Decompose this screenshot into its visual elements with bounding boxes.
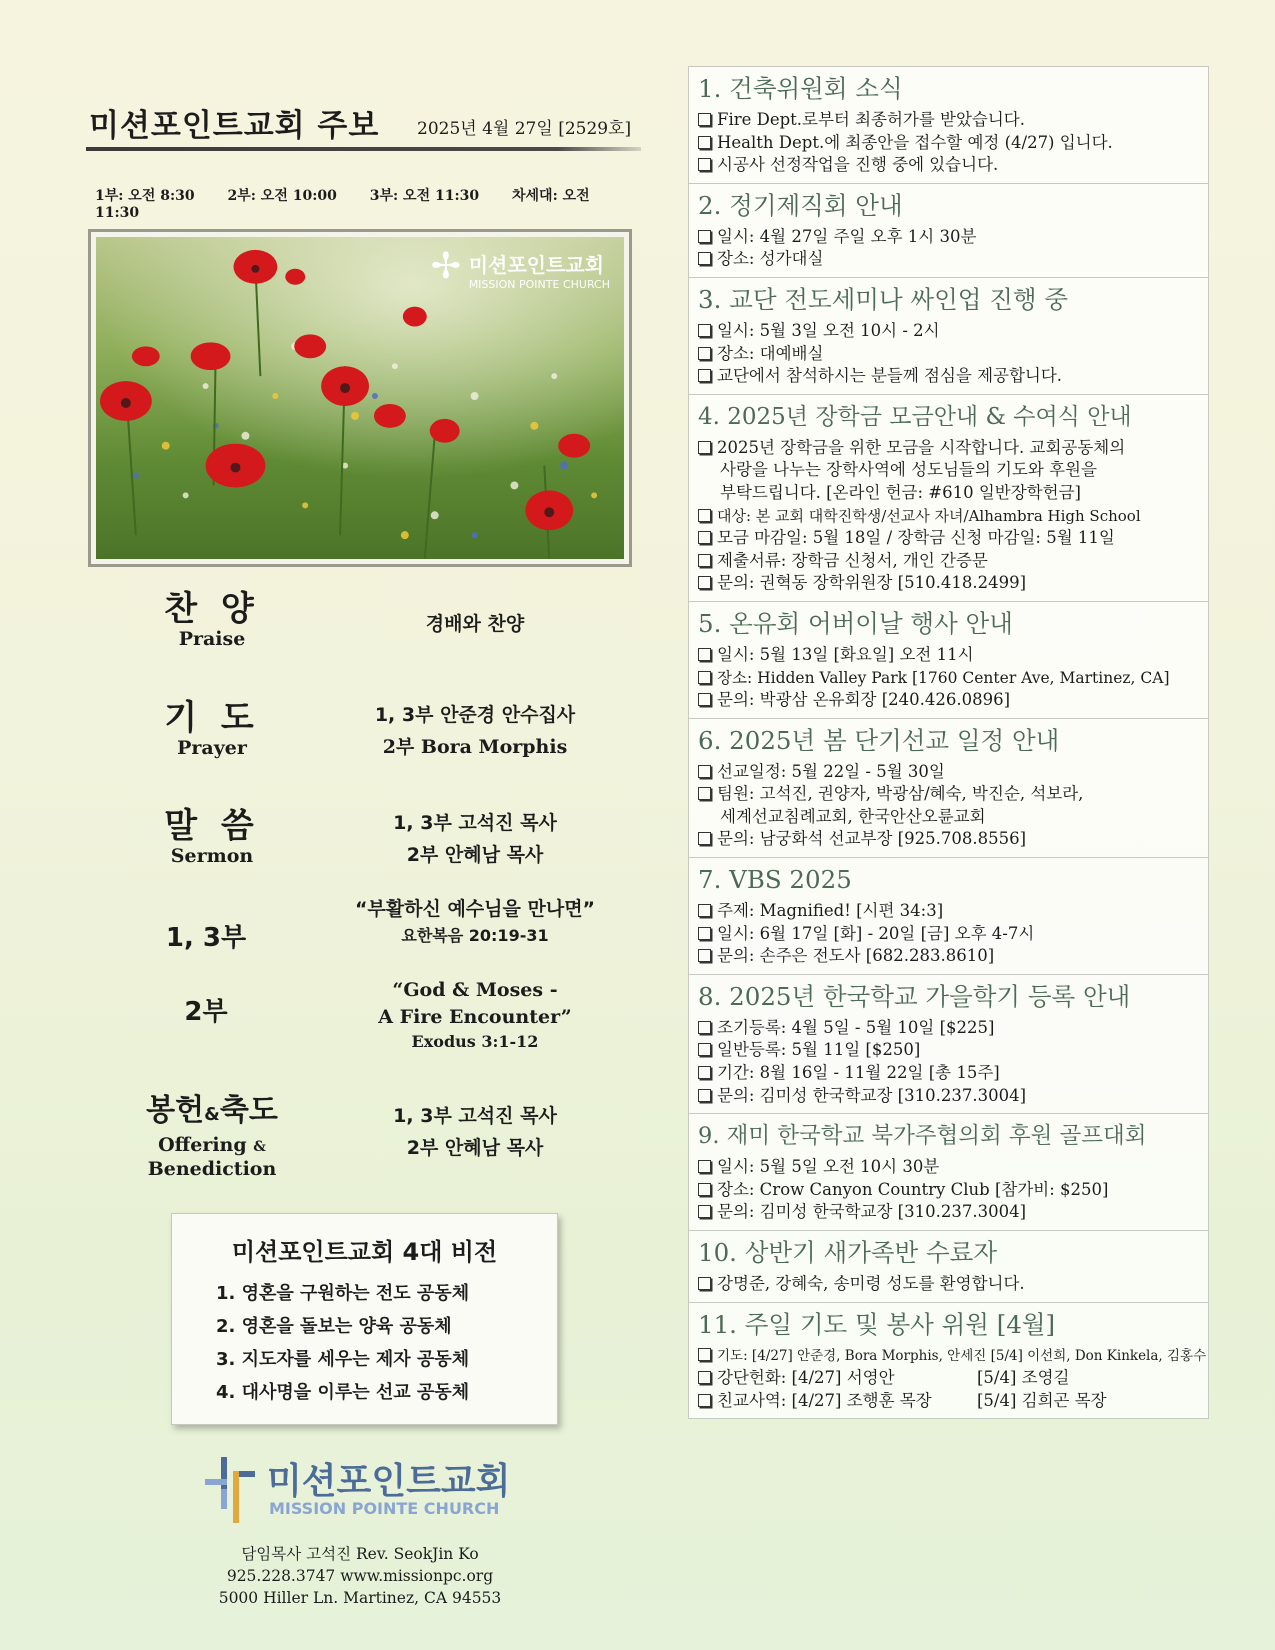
photo-logo-english: MISSION POINTE CHURCH: [468, 278, 610, 291]
announcement-item: 장소: 대예배실: [698, 343, 1200, 366]
checkbox-icon: [698, 1066, 711, 1079]
church-address: 5000 Hiller Ln. Martinez, CA 94553: [218, 1589, 502, 1607]
announcement-item: 선교일정: 5월 22일 - 5월 30일: [698, 761, 1200, 784]
checkbox-icon: [698, 949, 711, 962]
sermon-line-2: 2부 안혜남 목사: [406, 844, 544, 866]
announcement-section: [689, 858, 1208, 975]
announcement-item-continued: 세계선교침례교회, 한국안산오륜교회: [720, 806, 986, 826]
checkbox-icon: [698, 1277, 711, 1290]
checkbox-icon: [698, 1371, 711, 1384]
service2-label: 2부: [184, 997, 228, 1027]
vision-list: [216, 1277, 557, 1409]
announcement-item: 기도: [4/27] 안준경, Bora Morphis, 안세진 [5/4] 이선희, Don Kinkela, 김홍수: [698, 1345, 1200, 1368]
announcement-title: 10. 상반기 새가족반 수료자: [698, 1238, 997, 1267]
announcement-section: [689, 184, 1208, 278]
prayer-line-1: 1, 3부 안준경 안수집사: [374, 704, 576, 726]
announcement-item: 장소: 성가대실: [698, 248, 1200, 271]
announcement-section: [689, 1114, 1208, 1231]
announcement-item: 일반등록: 5월 11일 [$250]: [698, 1039, 1200, 1062]
announcement-item: 장소: Crow Canyon Country Club [참가비: $250]: [698, 1179, 1200, 1202]
service-time-1: 1부: 오전 8:30: [95, 188, 195, 204]
announcement-item: 일시: 5월 13일 [화요일] 오전 11시: [698, 644, 1200, 667]
title-divider: [86, 147, 641, 151]
checkbox-icon: [698, 671, 711, 684]
checkbox-icon: [698, 1089, 711, 1102]
service13-ref: 요한복음 20:19-31: [401, 926, 549, 945]
poppy-field-photo-frame: [88, 229, 632, 567]
service13-title: “부활하신 예수님을 만나면”: [354, 898, 596, 920]
announcement-item-continued: 사랑을 나누는 장학사역에 성도님들의 기도와 후원을: [720, 460, 1097, 480]
bulletin-title: 미션포인트교회 주보: [89, 108, 380, 144]
sermon-label-en: Sermon: [170, 845, 254, 867]
service-times: [95, 185, 660, 221]
vision-item: 4. 대사명을 이루는 선교 공동체: [216, 1382, 470, 1403]
offering-label-en2: Benediction: [147, 1158, 277, 1180]
announcement-item: 문의: 김미성 한국학교장 [310.237.3004]: [698, 1201, 1200, 1224]
announcement-title: 1. 건축위원회 소식: [698, 74, 903, 103]
service-time-youth: 차세대: 오전 11:30: [95, 188, 590, 221]
announcement-section: [689, 719, 1208, 858]
offering-en-amp: &: [253, 1139, 266, 1155]
announcement-item: 모금 마감일: 5월 18일 / 장학금 신청 마감일: 5월 11일: [698, 527, 1200, 550]
checkbox-icon: [698, 576, 711, 589]
checkbox-icon: [698, 369, 711, 382]
prayer-label-en: Prayer: [177, 737, 247, 759]
checkbox-icon: [698, 1021, 711, 1034]
announcement-item: 문의: 권혁동 장학위원장 [510.418.2499]: [698, 572, 1200, 595]
checkbox-icon: [698, 904, 711, 917]
checkbox-icon: [698, 1205, 711, 1218]
checkbox-icon: [698, 1183, 711, 1196]
sermon-line-1: 1, 3부 고석진 목사: [393, 812, 557, 834]
announcement-item: 제출서류: 장학금 신청서, 개인 간증문: [698, 550, 1200, 573]
checkbox-icon: [698, 927, 711, 940]
poppy-field-photo: [96, 237, 624, 559]
announcement-section: [689, 975, 1208, 1114]
church-cross-icon: [205, 1455, 255, 1527]
announcement-item: 친교사역: [4/27] 조행훈 목장 [5/4] 김희곤 목장: [698, 1390, 1200, 1413]
offering-line-2: 2부 안혜남 목사: [406, 1137, 544, 1159]
offering-amp: &: [204, 1104, 220, 1125]
announcement-item: 시공사 선정작업을 진행 중에 있습니다.: [698, 154, 1200, 177]
checkbox-icon: [698, 347, 711, 360]
checkbox-icon: [698, 136, 711, 149]
announcement-item: Fire Dept.로부터 최종허가를 받았습니다.: [698, 109, 1200, 132]
announcement-title: 11. 주일 기도 및 봉사 위원 [4월]: [698, 1309, 1056, 1339]
sermon-label-kr: 말 씀: [164, 806, 260, 846]
checkbox-icon: [698, 158, 711, 171]
checkbox-icon: [698, 693, 711, 706]
service2-title-2: A Fire Encounter”: [378, 1006, 572, 1028]
announcement-title: 5. 온유회 어버이날 행사 안내: [698, 608, 1013, 638]
service-time-3: 3부: 오전 11:30: [369, 188, 480, 204]
checkbox-icon: [698, 787, 711, 800]
announcement-item: 일시: 6월 17일 [화] - 20일 [금] 오후 4-7시: [698, 923, 1200, 946]
announcement-title: 8. 2025년 한국학교 가을학기 등록 안내: [698, 981, 1131, 1011]
offering-label-kr2: 축도: [219, 1093, 278, 1128]
announcement-section: [689, 1231, 1208, 1303]
footer-logo-korean: 미션포인트교회: [267, 1461, 511, 1502]
announcement-item: 일시: 5월 5일 오전 10시 30분: [698, 1156, 1200, 1179]
announcement-item: 강단헌화: [4/27] 서영안 [5/4] 조영길: [698, 1367, 1200, 1390]
announcement-item: 일시: 4월 27일 주일 오후 1시 30분: [698, 226, 1200, 249]
vision-item: 2. 영혼을 돌보는 양육 공동체: [216, 1316, 452, 1337]
checkbox-icon: [698, 509, 711, 522]
checkbox-icon: [698, 1043, 711, 1056]
announcement-item: 강명준, 강혜숙, 송미령 성도를 환영합니다.: [698, 1273, 1200, 1296]
announcements-panel: [688, 66, 1209, 1419]
bulletin-date: 2025년 4월 27일 [2529호]: [417, 119, 632, 139]
announcement-item: 기간: 8월 16일 - 11월 22일 [총 15주]: [698, 1062, 1200, 1085]
service-time-2: 2부: 오전 10:00: [227, 188, 337, 204]
announcement-section: [689, 1303, 1208, 1419]
announcement-item: 문의: 박광삼 온유회장 [240.426.0896]: [698, 689, 1200, 712]
announcement-title: 2. 정기제직회 안내: [698, 190, 903, 220]
announcement-item: 교단에서 참석하시는 분들께 점심을 제공합니다.: [698, 365, 1200, 388]
announcement-item: 2025년 장학금을 위한 모금을 시작합니다. 교회공동체의: [698, 437, 1200, 460]
checkbox-icon: [698, 1348, 711, 1361]
announcement-title: 3. 교단 전도세미나 싸인업 진행 중: [698, 284, 1068, 314]
prayer-label-kr: 기 도: [164, 698, 260, 738]
checkbox-icon: [698, 252, 711, 265]
announcement-item: 팀원: 고석진, 권양자, 박광삼/혜숙, 박진순, 석보라,: [698, 783, 1200, 806]
vision-box: [171, 1213, 558, 1425]
checkbox-icon: [698, 441, 711, 454]
photo-church-logo: [430, 246, 610, 291]
announcement-item: Health Dept.에 최종안을 접수할 예정 (4/27) 입니다.: [698, 132, 1200, 155]
footer-logo-english: MISSION POINTE CHURCH: [269, 1499, 500, 1518]
announcement-section: [689, 67, 1208, 184]
service13-label: 1, 3부: [165, 923, 247, 953]
announcement-item: 대상: 본 교회 대학진학생/선교사 자녀/Alhambra High School: [698, 505, 1200, 528]
checkbox-icon: [698, 1394, 711, 1407]
checkbox-icon: [698, 113, 711, 126]
vision-item: 3. 지도자를 세우는 제자 공동체: [216, 1349, 470, 1370]
praise-value: 경배와 찬양: [425, 613, 525, 635]
announcement-item: 문의: 남궁화석 선교부장 [925.708.8556]: [698, 828, 1200, 851]
checkbox-icon: [698, 554, 711, 567]
vision-title: 미션포인트교회 4대 비전: [231, 1238, 498, 1266]
service2-title-1: “God & Moses -: [392, 979, 558, 1001]
offering-label-en1: Offering: [158, 1134, 247, 1156]
announcement-title: 6. 2025년 봄 단기선교 일정 안내: [698, 725, 1060, 755]
announcement-title: 4. 2025년 장학금 모금안내 & 수여식 안내: [698, 403, 1132, 430]
announcement-item: 일시: 5월 3일 오전 10시 - 2시: [698, 320, 1200, 343]
announcement-section: [689, 395, 1208, 602]
phone-website: 925.228.3747 www.missionpc.org: [226, 1567, 494, 1585]
photo-logo-korean: 미션포인트교회: [468, 253, 604, 277]
checkbox-icon: [698, 832, 711, 845]
pastor-name: 담임목사 고석진 Rev. SeokJin Ko: [241, 1545, 479, 1563]
contact-info: [180, 1543, 540, 1609]
offering-label-kr1: 봉헌: [146, 1093, 205, 1128]
checkbox-icon: [698, 531, 711, 544]
service2-ref: Exodus 3:1-12: [411, 1032, 539, 1051]
checkbox-icon: [698, 765, 711, 778]
announcement-item-continued: 부탁드립니다. [온라인 헌금: #610 일반장학헌금]: [720, 482, 1081, 502]
cross-icon: ✢: [430, 246, 461, 287]
prayer-line-2: 2부 Bora Morphis: [382, 736, 568, 758]
checkbox-icon: [698, 324, 711, 337]
praise-label-en: Praise: [178, 628, 246, 650]
checkbox-icon: [698, 1160, 711, 1173]
announcement-title: 9. 재미 한국학교 북가주협의회 후원 골프대회: [698, 1123, 1147, 1150]
announcement-item: 조기등록: 4월 5일 - 5월 10일 [$225]: [698, 1017, 1200, 1040]
praise-label-kr: 찬 양: [164, 589, 260, 629]
announcement-item: 주제: Magnified! [시편 34:3]: [698, 900, 1200, 923]
announcement-title: 7. VBS 2025: [698, 865, 852, 895]
vision-item: 1. 영혼을 구원하는 전도 공동체: [216, 1283, 470, 1304]
announcement-item: 장소: Hidden Valley Park [1760 Center Ave, Martinez, CA]: [698, 667, 1200, 690]
checkbox-icon: [698, 648, 711, 661]
announcement-item: 문의: 김미성 한국학교장 [310.237.3004]: [698, 1085, 1200, 1108]
offering-line-1: 1, 3부 고석진 목사: [393, 1105, 557, 1127]
checkbox-icon: [698, 230, 711, 243]
announcement-section: [689, 602, 1208, 719]
announcement-item: 문의: 손주은 전도사 [682.283.8610]: [698, 945, 1200, 968]
announcement-section: [689, 278, 1208, 395]
